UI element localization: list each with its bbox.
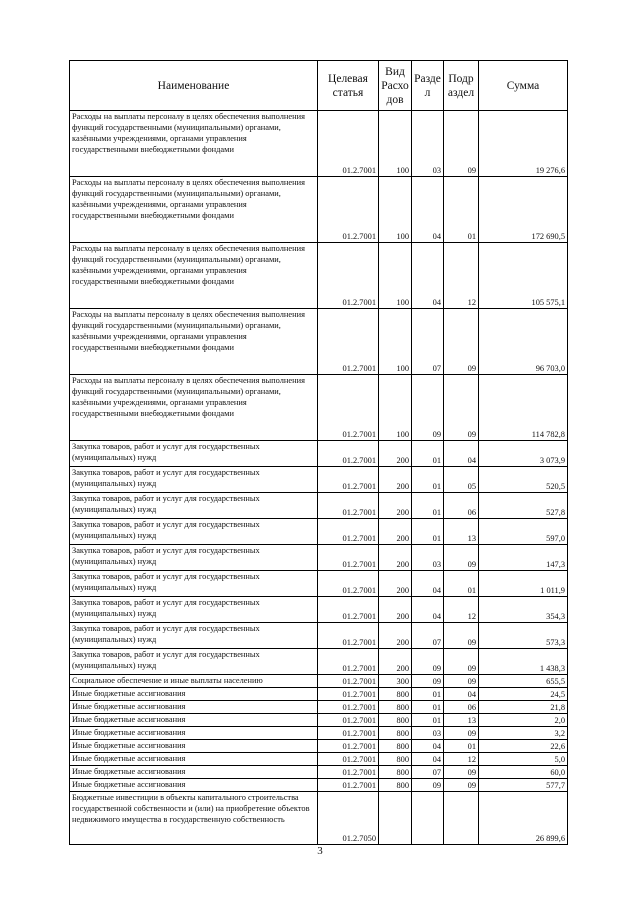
row-expense-type: 800	[379, 714, 412, 727]
row-subsection: 05	[444, 467, 479, 493]
row-sum: 2,0	[479, 714, 568, 727]
table-row	[70, 753, 568, 766]
row-subsection: 09	[444, 675, 479, 688]
row-sum: 60,0	[479, 766, 568, 779]
table-row	[70, 623, 568, 649]
row-section: 01	[412, 688, 444, 701]
row-subsection: 09	[444, 649, 479, 675]
row-target-article: 01.2.7001	[318, 779, 379, 792]
row-subsection: 09	[444, 545, 479, 571]
row-target-article: 01.2.7001	[318, 177, 379, 243]
row-name: Иные бюджетные ассигнования	[70, 766, 318, 779]
row-name: Закупка товаров, работ и услуг для государственных (муниципальных) нужд	[70, 571, 318, 597]
row-expense-type: 200	[379, 571, 412, 597]
table-row	[70, 493, 568, 519]
row-sum: 19 276,6	[479, 111, 568, 177]
row-name: Закупка товаров, работ и услуг для государственных (муниципальных) нужд	[70, 441, 318, 467]
row-expense-type: 800	[379, 688, 412, 701]
row-target-article: 01.2.7001	[318, 740, 379, 753]
table-row	[70, 740, 568, 753]
row-expense-type: 200	[379, 441, 412, 467]
row-expense-type: 200	[379, 467, 412, 493]
table-row	[70, 688, 568, 701]
row-subsection: 06	[444, 701, 479, 714]
row-section: 07	[412, 623, 444, 649]
row-sum: 105 575,1	[479, 243, 568, 309]
row-subsection: 09	[444, 623, 479, 649]
table-row	[70, 111, 568, 177]
table-row	[70, 177, 568, 243]
row-target-article: 01.2.7001	[318, 111, 379, 177]
row-section: 03	[412, 545, 444, 571]
row-target-article: 01.2.7001	[318, 597, 379, 623]
row-subsection: 09	[444, 375, 479, 441]
row-sum: 597,0	[479, 519, 568, 545]
row-expense-type: 100	[379, 111, 412, 177]
row-sum: 573,3	[479, 623, 568, 649]
header-section: Разде л	[412, 61, 444, 111]
table-row	[70, 441, 568, 467]
row-target-article: 01.2.7001	[318, 467, 379, 493]
table-row	[70, 467, 568, 493]
row-section: 04	[412, 597, 444, 623]
row-name: Расходы на выплаты персоналу в целях обеспечения выполнения функций государственными (муниципальными) органами, казёнными учреждениями, органами управления государственными внебюджетными фондами	[70, 309, 318, 375]
row-subsection	[444, 792, 479, 845]
table-row	[70, 727, 568, 740]
row-subsection: 12	[444, 243, 479, 309]
row-subsection: 01	[444, 177, 479, 243]
row-subsection: 13	[444, 519, 479, 545]
row-subsection: 09	[444, 779, 479, 792]
header-expense-type: Вид Расхо дов	[379, 61, 412, 111]
table-row	[70, 545, 568, 571]
row-sum: 114 782,8	[479, 375, 568, 441]
row-sum: 577,7	[479, 779, 568, 792]
row-target-article: 01.2.7001	[318, 493, 379, 519]
row-name: Расходы на выплаты персоналу в целях обеспечения выполнения функций государственными (муниципальными) органами, казёнными учреждениями, органами управления государственными внебюджетными фондами	[70, 111, 318, 177]
row-sum: 1 011,9	[479, 571, 568, 597]
row-target-article: 01.2.7050	[318, 792, 379, 845]
row-section: 04	[412, 740, 444, 753]
row-section: 01	[412, 467, 444, 493]
row-expense-type: 200	[379, 597, 412, 623]
row-sum: 3 073,9	[479, 441, 568, 467]
page-number: 3	[317, 845, 323, 857]
header-target-article: Целевая статья	[318, 61, 379, 111]
row-expense-type: 800	[379, 766, 412, 779]
row-target-article: 01.2.7001	[318, 753, 379, 766]
row-expense-type	[379, 792, 412, 845]
row-expense-type: 800	[379, 779, 412, 792]
row-sum: 5,0	[479, 753, 568, 766]
row-section: 04	[412, 753, 444, 766]
row-target-article: 01.2.7001	[318, 375, 379, 441]
row-expense-type: 800	[379, 740, 412, 753]
row-expense-type: 100	[379, 243, 412, 309]
row-subsection: 13	[444, 714, 479, 727]
row-name: Закупка товаров, работ и услуг для государственных (муниципальных) нужд	[70, 545, 318, 571]
row-subsection: 01	[444, 571, 479, 597]
row-name: Закупка товаров, работ и услуг для государственных (муниципальных) нужд	[70, 623, 318, 649]
row-section: 03	[412, 111, 444, 177]
table-row	[70, 375, 568, 441]
row-target-article: 01.2.7001	[318, 545, 379, 571]
row-subsection: 09	[444, 309, 479, 375]
row-name: Закупка товаров, работ и услуг для государственных (муниципальных) нужд	[70, 519, 318, 545]
row-target-article: 01.2.7001	[318, 571, 379, 597]
row-name: Закупка товаров, работ и услуг для государственных (муниципальных) нужд	[70, 467, 318, 493]
row-section	[412, 792, 444, 845]
row-name: Закупка товаров, работ и услуг для государственных (муниципальных) нужд	[70, 597, 318, 623]
row-section: 07	[412, 766, 444, 779]
table-row	[70, 779, 568, 792]
row-subsection: 06	[444, 493, 479, 519]
table-header-row	[70, 61, 568, 111]
row-subsection: 12	[444, 597, 479, 623]
row-target-article: 01.2.7001	[318, 727, 379, 740]
row-expense-type: 200	[379, 493, 412, 519]
row-section: 01	[412, 714, 444, 727]
row-target-article: 01.2.7001	[318, 701, 379, 714]
row-expense-type: 200	[379, 519, 412, 545]
row-sum: 21,8	[479, 701, 568, 714]
row-sum: 96 703,0	[479, 309, 568, 375]
row-target-article: 01.2.7001	[318, 441, 379, 467]
row-section: 01	[412, 493, 444, 519]
row-subsection: 09	[444, 727, 479, 740]
row-section: 01	[412, 441, 444, 467]
header-name: Наименование	[70, 61, 318, 111]
row-section: 07	[412, 309, 444, 375]
row-subsection: 01	[444, 740, 479, 753]
header-sum: Сумма	[479, 61, 568, 111]
row-expense-type: 200	[379, 545, 412, 571]
table-row	[70, 766, 568, 779]
row-section: 09	[412, 375, 444, 441]
table-row	[70, 714, 568, 727]
table-row	[70, 649, 568, 675]
table-row	[70, 243, 568, 309]
row-subsection: 09	[444, 111, 479, 177]
table-row	[70, 792, 568, 845]
row-expense-type: 200	[379, 623, 412, 649]
row-section: 04	[412, 243, 444, 309]
row-expense-type: 800	[379, 701, 412, 714]
row-name: Иные бюджетные ассигнования	[70, 753, 318, 766]
row-sum: 520,5	[479, 467, 568, 493]
row-sum: 1 438,3	[479, 649, 568, 675]
row-expense-type: 100	[379, 309, 412, 375]
row-sum: 26 899,6	[479, 792, 568, 845]
row-name: Расходы на выплаты персоналу в целях обеспечения выполнения функций государственными (муниципальными) органами, казёнными учреждениями, органами управления государственными внебюджетными фондами	[70, 177, 318, 243]
row-section: 09	[412, 675, 444, 688]
row-target-article: 01.2.7001	[318, 766, 379, 779]
row-sum: 172 690,5	[479, 177, 568, 243]
table-row	[70, 519, 568, 545]
header-subsection: Подр аздел	[444, 61, 479, 111]
row-target-article: 01.2.7001	[318, 688, 379, 701]
row-target-article: 01.2.7001	[318, 675, 379, 688]
row-name: Закупка товаров, работ и услуг для государственных (муниципальных) нужд	[70, 493, 318, 519]
row-name: Иные бюджетные ассигнования	[70, 779, 318, 792]
row-name: Бюджетные инвестиции в объекты капитального строительства государственной собственности и (или) на приобретение объектов недвижимого имущества в государственную собственность	[70, 792, 318, 845]
table-row	[70, 597, 568, 623]
row-section: 01	[412, 701, 444, 714]
row-subsection: 12	[444, 753, 479, 766]
row-section: 01	[412, 519, 444, 545]
row-subsection: 09	[444, 766, 479, 779]
row-target-article: 01.2.7001	[318, 309, 379, 375]
row-expense-type: 800	[379, 727, 412, 740]
row-sum: 24,5	[479, 688, 568, 701]
row-target-article: 01.2.7001	[318, 714, 379, 727]
row-name: Иные бюджетные ассигнования	[70, 740, 318, 753]
row-sum: 3,2	[479, 727, 568, 740]
row-target-article: 01.2.7001	[318, 649, 379, 675]
table-row	[70, 675, 568, 688]
row-target-article: 01.2.7001	[318, 623, 379, 649]
row-section: 03	[412, 727, 444, 740]
row-sum: 655,5	[479, 675, 568, 688]
row-section: 09	[412, 779, 444, 792]
row-expense-type: 800	[379, 753, 412, 766]
row-sum: 527,8	[479, 493, 568, 519]
row-subsection: 04	[444, 441, 479, 467]
row-section: 09	[412, 649, 444, 675]
table-row	[70, 571, 568, 597]
row-section: 04	[412, 571, 444, 597]
row-expense-type: 300	[379, 675, 412, 688]
row-expense-type: 200	[379, 649, 412, 675]
row-expense-type: 100	[379, 177, 412, 243]
row-name: Иные бюджетные ассигнования	[70, 701, 318, 714]
row-name: Иные бюджетные ассигнования	[70, 714, 318, 727]
row-name: Иные бюджетные ассигнования	[70, 727, 318, 740]
row-sum: 147,3	[479, 545, 568, 571]
row-name: Закупка товаров, работ и услуг для государственных (муниципальных) нужд	[70, 649, 318, 675]
row-expense-type: 100	[379, 375, 412, 441]
row-name: Расходы на выплаты персоналу в целях обеспечения выполнения функций государственными (муниципальными) органами, казёнными учреждениями, органами управления государственными внебюджетными фондами	[70, 243, 318, 309]
row-subsection: 04	[444, 688, 479, 701]
table-row	[70, 701, 568, 714]
row-name: Иные бюджетные ассигнования	[70, 688, 318, 701]
row-section: 04	[412, 177, 444, 243]
row-name: Социальное обеспечение и иные выплаты населению	[70, 675, 318, 688]
row-target-article: 01.2.7001	[318, 243, 379, 309]
budget-table	[69, 60, 568, 845]
table-row	[70, 309, 568, 375]
row-sum: 22,6	[479, 740, 568, 753]
row-sum: 354,3	[479, 597, 568, 623]
row-name: Расходы на выплаты персоналу в целях обеспечения выполнения функций государственными (муниципальными) органами, казёнными учреждениями, органами управления государственными внебюджетными фондами	[70, 375, 318, 441]
row-target-article: 01.2.7001	[318, 519, 379, 545]
